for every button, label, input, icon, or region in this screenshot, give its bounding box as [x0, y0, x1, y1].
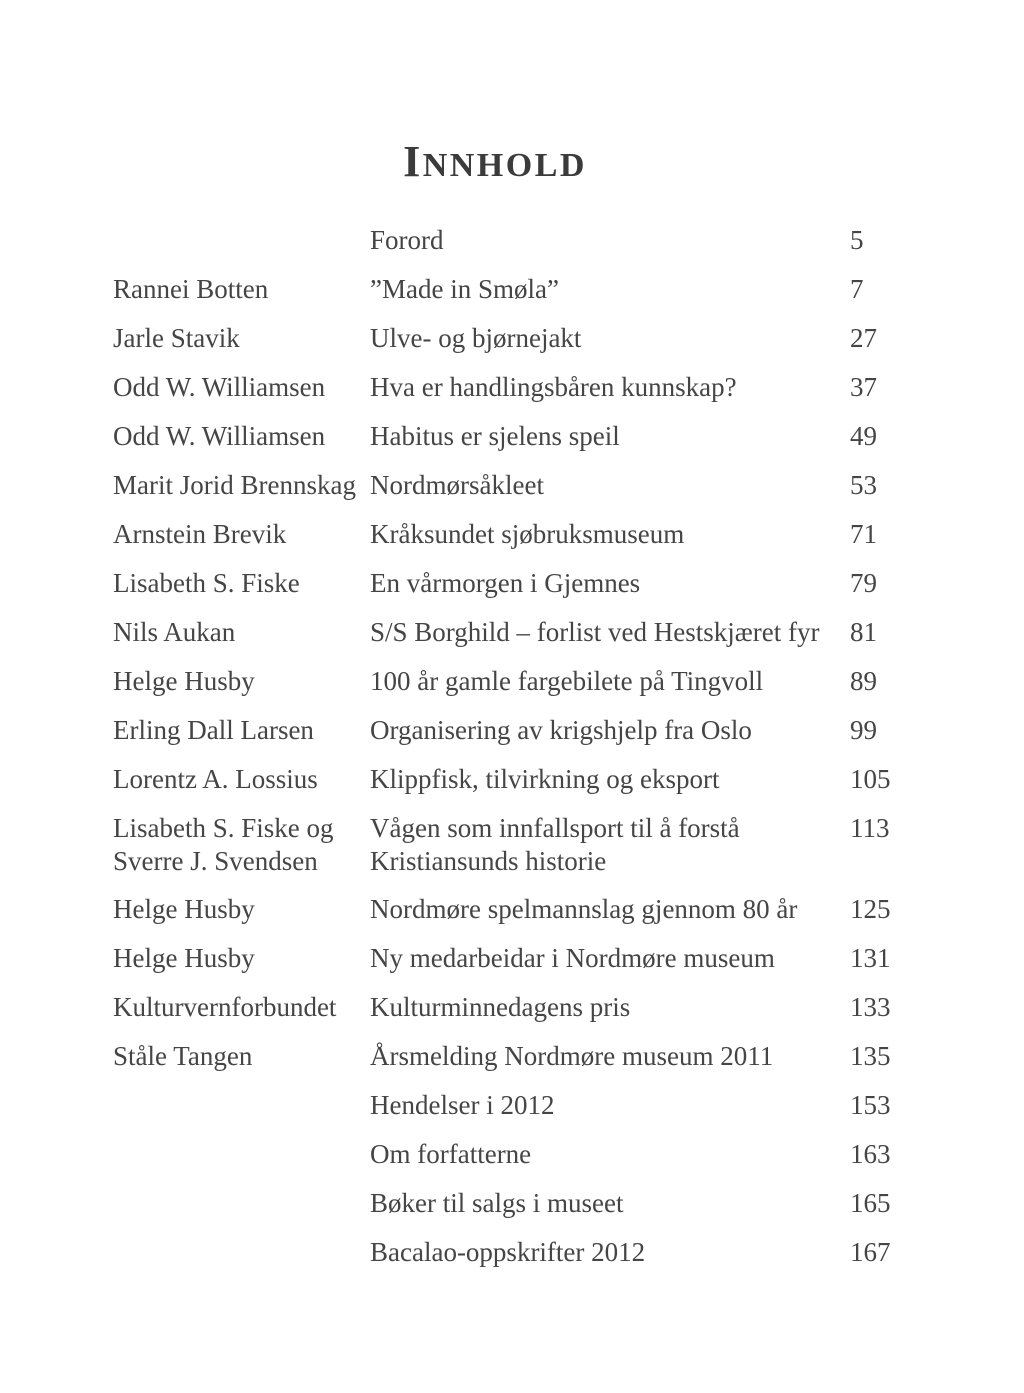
toc-title-line: Bacalao-oppskrifter 2012 [370, 1237, 646, 1267]
toc-entry [113, 1089, 973, 1138]
toc-author-line: Rannei Botten [113, 274, 269, 304]
toc-title [370, 224, 850, 257]
toc-title-line: S/S Borghild – forlist ved Hestskjæret fyr [370, 617, 820, 647]
toc-author-line: Arnstein Brevik [113, 519, 287, 549]
toc-page-number-line: 133 [850, 992, 891, 1022]
toc-page-number [850, 518, 973, 551]
toc-page-number-line: 125 [850, 894, 891, 924]
toc-author [113, 224, 370, 257]
toc-page-number-line: 79 [850, 568, 877, 598]
toc-title-line: Ny medarbeidar i Nordmøre museum [370, 943, 775, 973]
toc-title [370, 665, 850, 698]
toc-page-number [850, 567, 973, 600]
toc-entry [113, 893, 973, 942]
toc-entry [113, 469, 973, 518]
toc-page-number [850, 1089, 973, 1122]
toc-page-number [850, 273, 973, 306]
toc-title [370, 518, 850, 551]
toc-author [113, 1187, 370, 1220]
toc-entry [113, 371, 973, 420]
toc-title-line: Ulve- og bjørnejakt [370, 323, 582, 353]
toc-title [370, 942, 850, 975]
toc-page-number-line: 89 [850, 666, 877, 696]
toc-page-number [850, 991, 973, 1024]
toc-author-line [113, 1187, 370, 1220]
toc-entry [113, 616, 973, 665]
toc-title-line: Bøker til salgs i museet [370, 1188, 624, 1218]
toc-page-number-line: 113 [850, 813, 890, 843]
toc-author-line: Helge Husby [113, 666, 255, 696]
toc-title [370, 1040, 850, 1073]
toc-page-number-line: 7 [850, 274, 864, 304]
toc-title [370, 616, 850, 649]
toc-title [370, 1236, 850, 1269]
toc-title [370, 1187, 850, 1220]
toc-title [370, 469, 850, 502]
toc-entry [113, 273, 973, 322]
toc-page-number [850, 763, 973, 796]
toc-page-number [850, 469, 973, 502]
toc-entry [113, 322, 973, 371]
toc-page-number-line: 71 [850, 519, 877, 549]
toc-author-line: Jarle Stavik [113, 323, 240, 353]
toc-title-line: Kråksundet sjøbruksmuseum [370, 519, 685, 549]
toc-author [113, 322, 370, 355]
toc-title-line: Vågen som innfallsport til å forstå [370, 813, 740, 843]
toc-entry [113, 665, 973, 714]
toc-entry [113, 812, 973, 893]
toc-page-number-line: 105 [850, 764, 891, 794]
toc-page-number [850, 812, 973, 845]
toc-author [113, 616, 370, 649]
toc-author [113, 1138, 370, 1171]
toc-entry [113, 1040, 973, 1089]
toc-title [370, 420, 850, 453]
toc-author-line: Helge Husby [113, 943, 255, 973]
toc-author [113, 273, 370, 306]
toc-author-line: Ståle Tangen [113, 1041, 253, 1071]
toc-author-line: Marit Jorid Brennskag [113, 470, 356, 500]
toc-title [370, 1138, 850, 1171]
toc-author-line [113, 1089, 370, 1122]
toc-author-line [113, 224, 370, 257]
toc-title-line: Organisering av krigshjelp fra Oslo [370, 715, 752, 745]
toc-page-number [850, 665, 973, 698]
toc-author-line [113, 1236, 370, 1269]
toc-entry [113, 1138, 973, 1187]
toc-page-number [850, 1187, 973, 1220]
toc-page-number-line: 37 [850, 372, 877, 402]
toc-title-line: Nordmørsåkleet [370, 470, 544, 500]
toc-page-number-line: 135 [850, 1041, 891, 1071]
toc-author [113, 420, 370, 453]
toc-page-number [850, 616, 973, 649]
toc-page-number [850, 371, 973, 404]
toc-title-line: Nordmøre spelmannslag gjennom 80 år [370, 894, 798, 924]
toc-author [113, 714, 370, 747]
toc-title-line: Kristiansunds historie [370, 846, 607, 876]
toc-title-line: Kulturminnedagens pris [370, 992, 631, 1022]
toc-title [370, 567, 850, 600]
toc-entry [113, 420, 973, 469]
toc-page-number-line: 153 [850, 1090, 891, 1120]
toc-entry [113, 1236, 973, 1285]
toc-page-number-line: 81 [850, 617, 877, 647]
toc-page-number-line: 163 [850, 1139, 891, 1169]
toc-page-number [850, 714, 973, 747]
toc-author-line: Sverre J. Svendsen [113, 846, 318, 876]
toc-title [370, 273, 850, 306]
toc-entry [113, 567, 973, 616]
toc-author-line: Helge Husby [113, 894, 255, 924]
toc-author-line: Erling Dall Larsen [113, 715, 314, 745]
toc-page-number [850, 942, 973, 975]
toc-title-line: En vårmorgen i Gjemnes [370, 568, 641, 598]
toc-title [370, 763, 850, 796]
toc-entry [113, 942, 973, 991]
toc-entry [113, 1187, 973, 1236]
page-title: INNHOLD [403, 137, 587, 186]
toc-title-line: 100 år gamle fargebilete på Tingvoll [370, 666, 764, 696]
toc-author [113, 942, 370, 975]
toc-page-number-line: 27 [850, 323, 877, 353]
toc-title-line: Forord [370, 225, 444, 255]
toc-title [370, 893, 850, 926]
toc-page-number [850, 1040, 973, 1073]
toc-author-line: Odd W. Williamsen [113, 372, 326, 402]
toc-entry [113, 518, 973, 567]
toc-author [113, 1089, 370, 1122]
toc-author [113, 893, 370, 926]
toc-author-line: Lisabeth S. Fiske [113, 568, 300, 598]
toc-page-number-line: 131 [850, 943, 891, 973]
toc-page-number [850, 322, 973, 355]
toc-title-line: Hendelser i 2012 [370, 1090, 555, 1120]
toc-author [113, 665, 370, 698]
toc-title [370, 991, 850, 1024]
toc-author [113, 371, 370, 404]
toc-page-number [850, 1236, 973, 1269]
toc-page-number-line: 99 [850, 715, 877, 745]
toc-page-number [850, 224, 973, 257]
toc-title-line: Årsmelding Nordmøre museum 2011 [370, 1041, 774, 1071]
toc-title-line: Klippfisk, tilvirkning og eksport [370, 764, 720, 794]
toc-author-line: Odd W. Williamsen [113, 421, 326, 451]
toc-author-line: Lisabeth S. Fiske og [113, 813, 334, 843]
toc-author [113, 763, 370, 796]
toc-page-number-line: 165 [850, 1188, 891, 1218]
toc-page-number-line: 167 [850, 1237, 891, 1267]
toc-page-number-line: 5 [850, 225, 864, 255]
toc-entry [113, 714, 973, 763]
toc-author-line [113, 1138, 370, 1171]
toc-author [113, 469, 370, 502]
toc-author [113, 1236, 370, 1269]
toc-title-line: Hva er handlingsbåren kunnskap? [370, 372, 737, 402]
toc-author [113, 1040, 370, 1073]
toc-author [113, 567, 370, 600]
toc-title [370, 714, 850, 747]
toc-entry [113, 763, 973, 812]
toc-title-line: Om forfatterne [370, 1139, 532, 1169]
toc-title [370, 1089, 850, 1122]
toc-page-number [850, 420, 973, 453]
toc-author [113, 991, 370, 1024]
toc-author-line: Nils Aukan [113, 617, 236, 647]
toc-page-number-line: 49 [850, 421, 877, 451]
toc-title-line: ”Made in Smøla” [370, 274, 559, 304]
toc-author [113, 518, 370, 551]
toc-entry [113, 224, 973, 273]
toc-page-number [850, 893, 973, 926]
toc-page-number [850, 1138, 973, 1171]
toc-list [113, 224, 973, 1285]
toc-author [113, 812, 370, 878]
toc-title-line: Habitus er sjelens speil [370, 421, 620, 451]
toc-title [370, 812, 850, 878]
toc-author-line: Kulturvernforbundet [113, 992, 337, 1022]
toc-author-line: Lorentz A. Lossius [113, 764, 318, 794]
toc-title [370, 322, 850, 355]
toc-entry [113, 991, 973, 1040]
toc-page-number-line: 53 [850, 470, 877, 500]
toc-title [370, 371, 850, 404]
